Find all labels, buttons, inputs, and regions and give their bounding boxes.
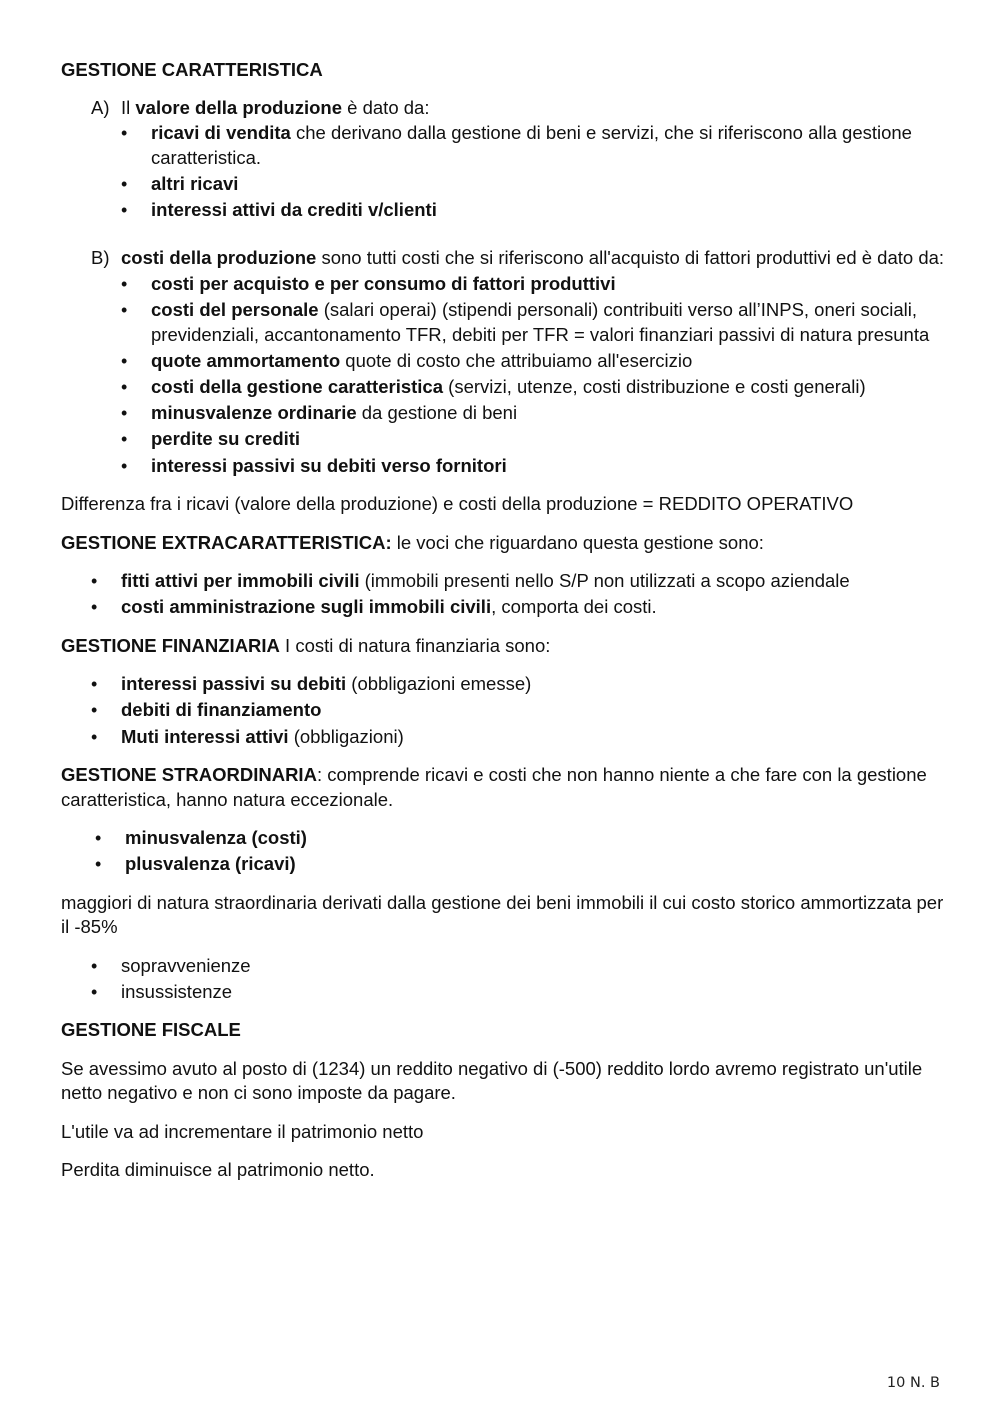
list-item-bold: costi della gestione caratteristica: [151, 375, 444, 397]
lettered-list: [91, 96, 951, 479]
item-a-bold: valore della produzione: [135, 96, 343, 118]
item-b-bold: costi della produzione: [121, 247, 317, 269]
list-extracaratteristica: [61, 569, 951, 620]
item-b-post: sono tutti costi che si riferiscono all'acquisto di fattori produttivi ed è dato da:: [316, 247, 945, 269]
list-item: [125, 826, 951, 851]
list-item: [151, 427, 951, 452]
list-item-bold: costi per acquisto e per consumo di fattori produttivi: [151, 272, 616, 294]
list-item-text: (servizi, utenze, costi distribuzione e costi generali): [443, 375, 866, 397]
list-item-bold: plusvalenza (ricavi): [125, 853, 296, 875]
document-page: [61, 58, 951, 1197]
item-a-pre: Il: [121, 96, 136, 118]
fiscale-paragraph: Perdita diminuisce al patrimonio netto.: [61, 1159, 375, 1181]
list-item-bold: minusvalenza (costi): [125, 827, 307, 849]
list-valore-produzione: [91, 121, 951, 222]
section-extracaratteristica: [61, 531, 951, 556]
lettered-item-a: [91, 96, 951, 121]
list-item: [151, 401, 951, 426]
section-intro: le voci che riguardano questa gestione sono:: [391, 531, 764, 553]
list-item: [121, 672, 951, 697]
list-item-bold: fitti attivi per immobili civili: [121, 570, 360, 591]
list-item: [151, 272, 951, 297]
fiscale-paragraph: Se avessimo avuto al posto di (1234) un reddito negativo di (-500) reddito lordo avremo registrato un'utile netto negativo e non ci sono imposte da pagare.: [61, 1057, 923, 1104]
list-item: [151, 172, 951, 197]
section-title-finanziaria: GESTIONE FINANZIARIA: [61, 634, 280, 656]
list-item-bold: quote ammortamento: [151, 349, 341, 371]
list-item: • insussistenze: [121, 980, 951, 1005]
list-item-text: (salari operai) (stipendi personali) contribuiti verso all’INPS, oneri sociali, previdenziali, accantonamento TFR, debiti per TFR = valori finanziari passivi di natura presunta: [151, 299, 930, 345]
list-straordinaria: [61, 826, 951, 877]
list-item-bold: costi amministrazione sugli immobili civili: [121, 596, 492, 618]
lettered-item-b: [91, 246, 951, 271]
list-straordinaria-plain: [61, 954, 951, 1005]
letter-b: B): [91, 247, 110, 269]
list-item: [121, 569, 951, 594]
section-title-caratteristica: GESTIONE CARATTERISTICA: [61, 59, 323, 80]
list-item-bold: interessi passivi su debiti: [121, 673, 347, 695]
list-item-text: che derivano dalla gestione di beni e servizi, che si riferiscono alla gestione caratteristica.: [151, 122, 912, 168]
section-title-straordinaria: GESTIONE STRAORDINARIA: [61, 764, 317, 786]
fiscale-paragraph: L'utile va ad incrementare il patrimonio netto: [61, 1120, 424, 1142]
list-item: [151, 454, 951, 479]
page-footer: 10 N. B: [886, 1375, 940, 1391]
list-item-bold: debiti di finanziamento: [121, 699, 322, 721]
list-item: [121, 595, 951, 620]
list-item-text: quote di costo che attribuiamo all'esercizio: [340, 349, 693, 371]
letter-a: A): [91, 96, 110, 118]
section-intro: : comprende ricavi e costi che non hanno niente a che fare con la gestione caratteristica, hanno natura eccezionale.: [61, 764, 927, 810]
section-title-extracaratteristica: GESTIONE EXTRACARATTERISTICA:: [61, 531, 392, 553]
list-item-text: , comporta dei costi.: [491, 596, 657, 618]
list-item: [121, 698, 951, 723]
list-finanziaria: [61, 672, 951, 749]
list-item: [125, 852, 951, 877]
list-item: [151, 298, 951, 347]
list-item-bold: interessi attivi da crediti v/clienti: [151, 198, 437, 220]
list-item-bold: interessi passivi su debiti verso fornitori: [151, 454, 507, 476]
list-item: [151, 198, 951, 223]
section-straordinaria: [61, 763, 951, 812]
list-item: • sopravvenienze: [121, 954, 951, 979]
list-item-bold: ricavi di vendita: [151, 122, 291, 143]
list-costi-produzione: [91, 272, 951, 478]
item-a-post: è dato da:: [342, 96, 430, 118]
list-item-text: da gestione di beni: [356, 402, 518, 424]
list-item-bold: minusvalenze ordinarie: [151, 402, 357, 424]
section-intro: I costi di natura finanziaria sono:: [279, 634, 551, 656]
list-item-bold: perdite su crediti: [151, 428, 301, 450]
section-title-fiscale: GESTIONE FISCALE: [61, 1019, 241, 1041]
list-item: [121, 725, 951, 750]
list-item-text: (obbligazioni): [288, 725, 404, 747]
list-item: [151, 375, 951, 400]
list-item-bold: Muti interessi attivi: [121, 725, 289, 747]
section-finanziaria: [61, 634, 951, 659]
list-item-text: (immobili presenti nello S/P non utilizzati a scopo aziendale: [359, 570, 850, 591]
straordinaria-note: maggiori di natura straordinaria derivati dalla gestione dei beni immobili il cui costo storico ammortizzata per il -85%: [61, 891, 944, 938]
list-item: [151, 349, 951, 374]
list-item-bold: costi del personale: [151, 299, 319, 321]
list-item-bold: altri ricavi: [151, 172, 239, 194]
list-item: [151, 121, 951, 170]
list-item-text: (obbligazioni emesse): [346, 673, 532, 695]
reddito-operativo-text: Differenza fra i ricavi (valore della produzione) e costi della produzione = REDDITO OPERATIVO: [61, 493, 854, 514]
